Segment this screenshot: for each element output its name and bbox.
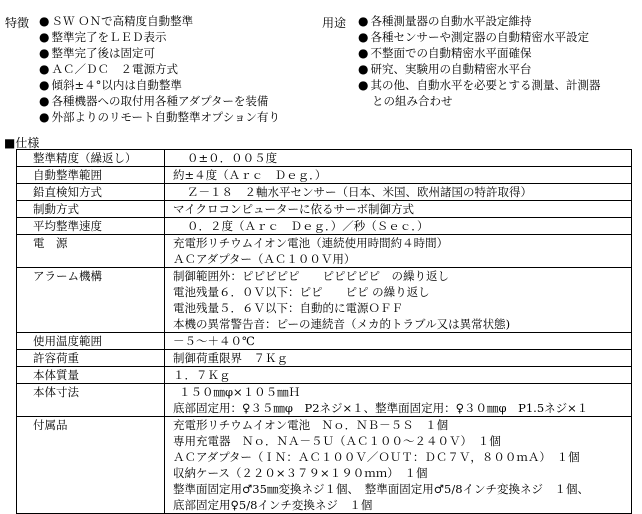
spec-key: 付属品 [17,417,165,514]
spec-table [16,149,632,514]
spec-value: Ｚ－１８ ２軸水平センサー（日本、米国、欧州諸国の特許取得） [165,184,632,201]
table-row [17,184,632,201]
spec-value: 充電形リチウムイオン電池（連続使用時間約４時間） ＡＣアダプター（ＡＣ１００Ｖ用） [165,235,632,268]
feature-item: ● 傾斜±４°以内は自動整準 [39,78,182,92]
bullet-icon: ● [39,78,50,92]
spec-value: １５０㎜φ×１０５㎜Ｈ 底部固定用：♀３５㎜φ P2ネジ×１、整準面固定用：♀３０㎜φ P1.5ネジ×１ [165,384,632,417]
feature-item: ● ＳＷ ＯＮで高精度自動整準 [39,14,194,28]
bullet-icon: ● [39,30,50,44]
spec-key: 鉛直検知方式 [17,184,165,201]
use-item: ● 其の他、自動水平を必要とする測量、計測器 [358,78,601,92]
feature-item: ● 整準完了後は固定可 [39,46,155,60]
spec-value: ０±０．００５度 [165,150,632,167]
spec-value: －５～＋４０℃ [165,333,632,350]
bullet-icon: ● [39,62,50,76]
table-row [17,333,632,350]
table-row [17,150,632,167]
table-row [17,384,632,417]
table-row [17,218,632,235]
spec-value: マイクロコンピューターに依るサーボ制御方式 [165,201,632,218]
bullet-icon: ● [39,94,50,108]
feature-item: ● 外部よりのリモート自動整準オプション有り [39,110,280,124]
spec-key: アラーム機構 [17,268,165,333]
uses-label: 用途 [322,16,347,30]
bullet-icon: ● [358,46,369,60]
use-item: ● 研究、実験用の自動精密水平台 [358,62,532,76]
spec-key: 使用温度範囲 [17,333,165,350]
spec-value: 充電形リチウムイオン電池 Ｎｏ．ＮＢ－５Ｓ １個 専用充電器 Ｎｏ．ＮＡ－５Ｕ（ＡＣ１００～２４０Ｖ） １個 ＡＣアダプター（ＩＮ：ＡＣ１００Ｖ／ＯＵＴ：ＤＣ７Ｖ，８００ｍＡ） １個 収納ケース（２２０×３７９×１９０ｍｍ） １個 整準面固定用♂35㎜変換ネジ１個、 整準面固定用♂5/8インチ変換ネジ １個、 底部固定用♀5/8インチ変換ネジ １個 [165,417,632,514]
bullet-icon: ● [39,46,50,60]
table-row [17,417,632,514]
bullet-icon: ● [39,110,50,124]
feature-item: ● 整準完了をＬＥＤ表示 [39,30,167,44]
use-item: ● 各種センサーや測定器の自動精密水平設定 [358,30,589,44]
bullet-icon: ● [358,14,369,28]
use-item-continuation: との組み合わせ [372,94,453,108]
bullet-icon: ● [39,14,50,28]
spec-value: 約±４度（Ａｒｃ Ｄｅｇ．） [165,167,632,184]
feature-item: ● ＡＣ／ＤＣ ２電源方式 [39,62,178,76]
spec-key: 自動整準範囲 [17,167,165,184]
bullet-icon: ● [358,62,369,76]
spec-value: １．７Ｋｇ [165,367,632,384]
table-row [17,167,632,184]
table-row [17,268,632,333]
table-row [17,367,632,384]
bullet-icon: ● [358,30,369,44]
spec-key: 許容荷重 [17,350,165,367]
table-row [17,201,632,218]
spec-value: ０．２度（Ａｒｃ Ｄｅｇ．）／秒（Ｓｅｃ．） [165,218,632,235]
bullet-icon: ● [358,78,369,92]
spec-key: 整準精度（繰返し） [17,150,165,167]
spec-key: 本体質量 [17,367,165,384]
use-item: ● 不整面での自動精密水平面確保 [358,46,532,60]
spec-value: 制御範囲外：ピピピピピ ピピピピピ の繰り返し 電池残量６．０Ｖ以下：ピピ ピピ の繰り返し 電池残量５．６Ｖ以下：自動的に電源ＯＦＦ 本機の異常警告音：ピーの連続音（メカ的トラブル又は異常状態) [165,268,632,333]
table-row [17,350,632,367]
spec-key: 本体寸法 [17,384,165,417]
spec-key: 制動方式 [17,201,165,218]
features-label: 特徴 [5,16,30,30]
spec-key: 電 源 [17,235,165,268]
table-row [17,235,632,268]
use-item: ● 各種測量器の自動水平設定維持 [358,14,532,28]
spec-value: 制御荷重限界 ７Ｋｇ [165,350,632,367]
spec-title: ■仕様 [4,136,40,150]
spec-key: 平均整準速度 [17,218,165,235]
feature-item: ● 各種機器への取付用各種アダプターを装備 [39,94,269,108]
